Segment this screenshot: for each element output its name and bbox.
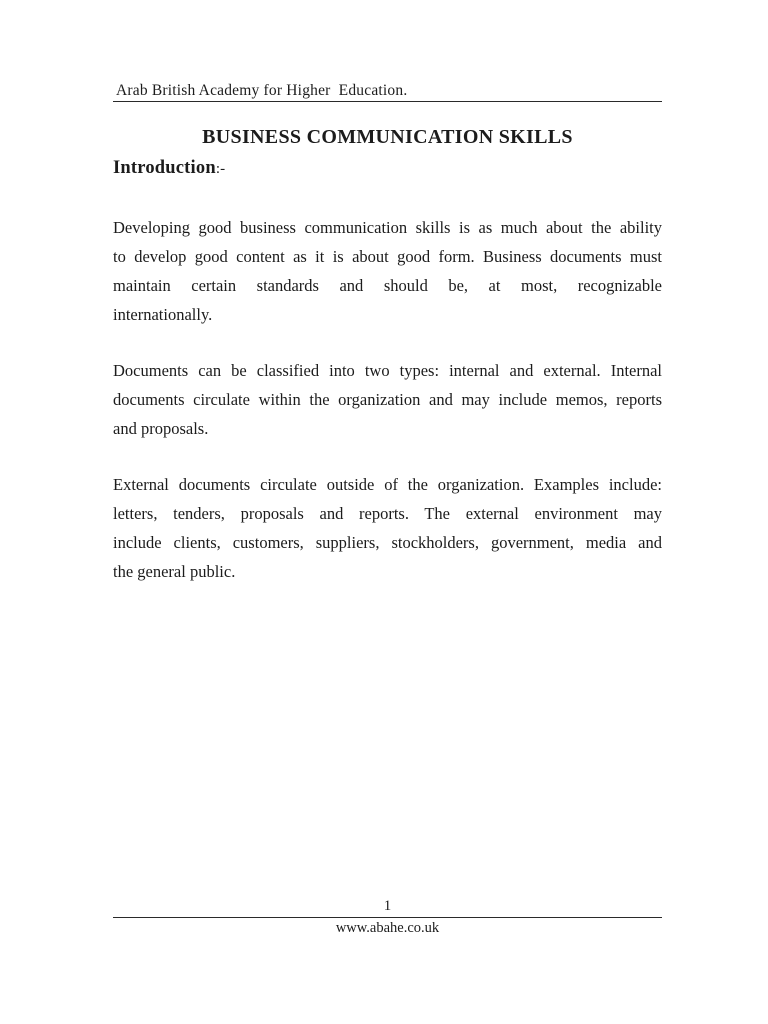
paragraph-line: and proposals. [113, 419, 209, 438]
page-header [113, 82, 662, 102]
footer-rule [113, 917, 662, 918]
paragraph-line: internationally. [113, 305, 213, 324]
paragraph-line: to develop good content as it is about good form. Business documents must [113, 247, 662, 266]
footer-url: www.abahe.co.uk [335, 920, 440, 936]
paragraph [113, 213, 662, 329]
paragraph-line: include clients, customers, suppliers, stockholders, government, media and [113, 533, 662, 552]
paragraph-line: Developing good business communication skills is as much about the ability [113, 218, 662, 237]
paragraph-line: the general public. [113, 562, 236, 581]
header-text: Arab British Academy for Higher Education. [116, 82, 408, 99]
paragraph-line: maintain certain standards and should be, at most, recognizable [113, 276, 662, 295]
paragraph-line: Documents can be classified into two types: internal and external. Internal [113, 361, 662, 380]
paragraph-line: letters, tenders, proposals and reports. The external environment may [113, 504, 662, 523]
section-heading-label: Introduction [113, 158, 216, 178]
paragraph-line: documents circulate within the organization and may include memos, reports [113, 390, 662, 409]
paragraph [113, 470, 662, 586]
section-heading [113, 158, 225, 179]
section-heading-suffix: :- [215, 161, 226, 177]
document-title: BUSINESS COMMUNICATION SKILLS [202, 126, 573, 148]
paragraph [113, 356, 662, 443]
paragraph-line: External documents circulate outside of the organization. Examples include: [113, 475, 662, 494]
footer-page-number: 1 [383, 898, 392, 914]
